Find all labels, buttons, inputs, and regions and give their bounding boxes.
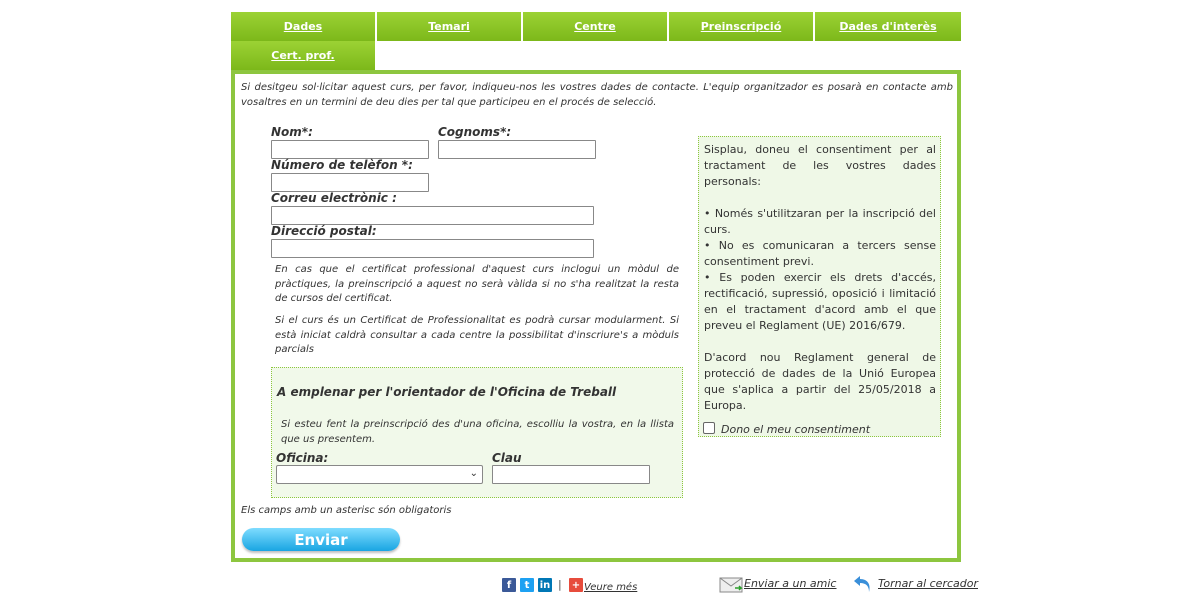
envelope-icon[interactable]: [719, 575, 743, 595]
name-label: Nom*:: [271, 125, 313, 139]
email-input[interactable]: [271, 206, 594, 225]
tab-dades-interes[interactable]: Dades d'interès: [815, 12, 961, 41]
surname-label: Cognoms*:: [438, 125, 512, 139]
consent-bullet: • Es poden exercir els drets d'accés, rectificació, supressió, oposició i limitació en el tractament d'acord amb el que preveu el Reglament (UE) 2016/679.: [704, 271, 936, 332]
chevron-down-icon: ⌄: [469, 468, 478, 479]
consent-checkbox[interactable]: [703, 422, 715, 434]
intro-text: Si desitgeu sol·licitar aquest curs, per favor, indiqueu-nos les vostres dades de contacte. L'equip organitzador es posarà en contacte amb vosaltres en un termini de deu dies per tal que participeu en el procés de selecció.: [241, 82, 953, 108]
office-text: Si esteu fent la preinscripció des d'una oficina, escolliu la vostra, en la llista que us presentem.: [281, 419, 674, 445]
share-more-link[interactable]: Veure més: [584, 582, 638, 593]
tab-preinscripcio[interactable]: Preinscripció: [669, 12, 814, 41]
modular-note: Si el curs és un Certificat de Professionalitat es podrà cursar modularment. Si està iniciat caldrà consultar a cada centre la possibilitat d'inscriure's a mòduls parcials: [275, 315, 679, 355]
surname-input[interactable]: [438, 140, 596, 159]
practice-note: En cas que el certificat professional d'aquest curs inclogui un mòdul de pràctiques, la preinscripció a aquest no serà vàlida si no s'ha realitzat la resta de cursos del certificat.: [275, 264, 679, 304]
plus-icon[interactable]: +: [569, 578, 583, 592]
send-friend-link[interactable]: Enviar a un amic: [744, 577, 837, 590]
name-input[interactable]: [271, 140, 429, 159]
consent-box: [698, 136, 941, 437]
tab-bar: [231, 12, 961, 70]
back-arrow-icon[interactable]: [852, 572, 874, 596]
office-label: Oficina:: [276, 451, 329, 465]
key-label: Clau: [492, 451, 522, 465]
consent-intro: Sisplau, doneu el consentiment per al tractament de les vostres dades personals:: [704, 143, 936, 188]
tab-centre[interactable]: Centre: [523, 12, 668, 41]
tab-dades[interactable]: Dades: [231, 12, 376, 41]
email-label: Correu electrònic :: [271, 191, 397, 205]
facebook-icon[interactable]: f: [502, 578, 516, 592]
tab-cert-prof[interactable]: Cert. prof.: [231, 41, 376, 70]
address-label: Direcció postal:: [271, 224, 377, 238]
tab-temari[interactable]: Temari: [377, 12, 522, 41]
required-note: Els camps amb un asterisc són obligatoris: [241, 505, 452, 516]
key-input[interactable]: [492, 465, 650, 484]
submit-button[interactable]: Enviar: [242, 528, 400, 551]
linkedin-icon[interactable]: in: [539, 579, 551, 591]
consent-bullet: • No es comunicaran a tercers sense consentiment previ.: [704, 239, 936, 268]
preinscription-panel: [231, 70, 961, 562]
consent-text: [704, 142, 936, 414]
consent-regulation: D'acord nou Reglament general de protecció de dades de la Unió Europea que s'aplica a partir del 25/05/2018 a Europa.: [704, 351, 936, 412]
office-select[interactable]: [276, 465, 483, 484]
back-to-search-link[interactable]: Tornar al cercador: [878, 577, 978, 590]
share-separator: |: [558, 578, 562, 591]
twitter-icon[interactable]: t: [520, 578, 534, 592]
consent-bullet: • Només s'utilitzaran per la inscripció del curs.: [704, 207, 936, 236]
address-input[interactable]: [271, 239, 594, 258]
phone-input[interactable]: [271, 173, 429, 192]
office-section: [271, 367, 683, 498]
phone-label: Número de telèfon *:: [271, 158, 413, 172]
consent-checkbox-label: Dono el meu consentiment: [721, 423, 871, 436]
office-title: A emplenar per l'orientador de l'Oficina de Treball: [277, 385, 617, 399]
